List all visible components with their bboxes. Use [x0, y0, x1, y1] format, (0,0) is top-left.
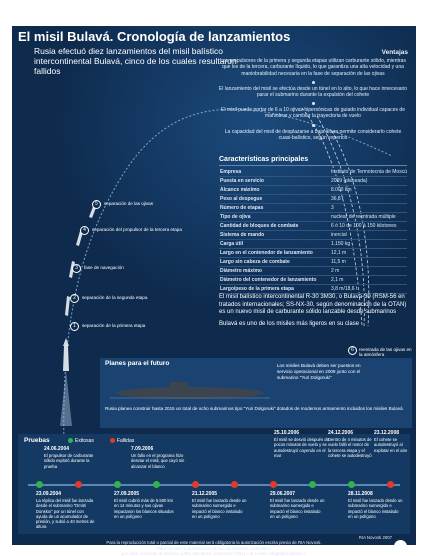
stage-label-reentrada: reentrada de las ojivas en la atmósfera	[359, 347, 412, 357]
table-row: Largo en el contenedor de lanzamiento 12,1 m	[219, 249, 407, 258]
stage-number-2: 2	[70, 294, 79, 303]
timeline-node-ok	[309, 481, 316, 488]
table-row: Puesta en servicio 2009 (planeada)	[219, 177, 407, 186]
event-bottom-2005-09: 27.09.2005 El misil cubrió más de 5.500 km en 14 minutos y sus ojivas impactaron los blancos situados en un polígono	[114, 491, 174, 519]
legend-fail-swatch	[110, 438, 115, 443]
event-top-2004-06: 24.06.2004 El propulsor de carburante sólido explotó durante la prueba	[44, 446, 94, 469]
table-row: Diámetro del contenedor de lanzamiento 2,1 m	[219, 276, 407, 285]
event-top-2006-09: 7.09.2006 Un fallo en el programa hizo desviar el misil, que cayó sin alcanzar el blanco	[131, 446, 185, 469]
legend-ok-swatch	[68, 438, 73, 443]
event-top-2006-10: 25.10.2006 El misil se desvió después de pocos minutos de vuelo y se autodestruyó cayendo en el mar	[274, 430, 329, 458]
stage-number-5: 5	[92, 200, 101, 209]
footer-agency: RIA Novosti 2007	[358, 535, 392, 540]
page-title: El misil Bulavá. Cronología de lanzamientos	[18, 29, 291, 44]
table-row: Largo sin cabeza de combate 11,5 m	[219, 258, 407, 267]
characteristics-table	[219, 156, 407, 294]
event-bottom-2008-11: 28.11.2008 El misil fue lanzado desde un submarino sumergido e impactó el blanco instalado en un polígono	[348, 491, 403, 519]
page-subtitle: Rusia efectuó diez lanzamientos del misil balístico intercontinental Bulavá, cinco de los cuales resultaron fallidos	[34, 46, 237, 76]
timeline-node-fail	[270, 481, 277, 488]
table-row: Número de etapas 3	[219, 204, 407, 213]
footer-line: por favor contactar al teléfono: (495) 981-56-01 (extensión 7251) o al e-mail: infographic@rian.ru	[121, 550, 307, 556]
ventajas-item: Los propulsores de la primera y segunda etapas utilizan carburante sólido, mientras que los de la tercera, carburante líquido, lo que garantiza una alta velocidad y una maniobrabilidad necesaria en la fase de separación de las ojivas	[220, 58, 406, 77]
table-row: Largo/peso de la primera etapa 3,8 m/18,6 t	[219, 285, 407, 294]
description-paragraph: El misil balístico intercontinental R-30 3M30, o Bulava-30 (RSM-56 en tratados internacionales; SS-NX-30, según denominación de la OTAN) es un nuevo misil de carburante sólido lanzable desde submarinos	[219, 294, 407, 315]
planes-text-bottom: Rusia planea construir hasta 2015 un total de ocho submarinos tipo "Yuri Dolgoruki" dotados de modernos armamento incluidos los misiles Bulavá	[105, 406, 403, 411]
ventajas-item: El lanzamiento del misil se efectúa desde un túnel en lo alto, lo que hace innecesario parar el submarino durante la expulsión del cohete	[218, 85, 408, 99]
stage-label-separacion-ojivas: separación de las ojivas	[104, 201, 154, 206]
ria-novosti-logo-icon	[394, 540, 407, 553]
table-row: Diámetro máximo 2 m	[219, 267, 407, 276]
timeline-node-ok	[36, 481, 43, 488]
timeline-node-fail	[231, 481, 238, 488]
planes-panel	[100, 358, 412, 428]
infographic	[12, 26, 416, 556]
legend-fail: Fallidas	[110, 438, 134, 444]
timeline-axis	[28, 484, 400, 486]
ventajas-title: Ventajas	[381, 49, 408, 56]
stage-number-3: 3	[72, 264, 81, 273]
event-bottom-2004-09: 23.09.2004 La réplica del misil fue lanzada desde el submarino "Dmitri Donskoi" por un túnel con ayuda de un acumulador de presión, y subió a 40 metros de altura	[36, 491, 95, 530]
timeline-node-ok	[114, 481, 121, 488]
stage-label-propulsor-tercera: separación del propulsor de la tercera etapa	[92, 227, 182, 232]
missile-description	[219, 294, 409, 332]
legend-ok: Exitosas	[68, 438, 94, 444]
ventajas-item: El misil puede portar de 6 a 10 ojivas hipersónicas de guiado individual capaces de maniobrar y cambiar la trayectoria de vuelo	[220, 107, 405, 120]
stage-label-segunda-etapa: separación de la segunda etapa	[82, 295, 148, 300]
stage-label-navegacion: fase de navegación	[84, 265, 124, 270]
description-paragraph: Bulavá es uno de los misiles más ligeros en su clase	[219, 320, 360, 327]
stage-label-primera-etapa: separación de la primera etapa	[82, 323, 146, 328]
event-bottom-2007-06: 29.06.2007 El misil fue lanzado desde un submarino sumergido e impactó el blanco instalado en un polígono	[270, 491, 325, 519]
ventajas-item: La capacidad del misil de desplazarse a baja altura permite considerarlo cohete cuasi-balístico, según expertos	[224, 128, 402, 141]
pruebas-title: Pruebas	[24, 437, 50, 444]
planes-text-right: Los misiles Bulavá deben ser puestos en servicio operacional en 2009 junto con el submarino "Yuri Dolgoruki"	[277, 363, 361, 380]
table-row: Sistema de mando inercial	[219, 231, 407, 240]
event-top-2006-12: 24.12.2006 Dentro de 4 minutos de vuelo falló el motor de la tercera etapa y el cohete se autodestruyó	[328, 430, 372, 458]
footer-credits	[18, 535, 410, 556]
timeline-node-ok	[348, 481, 355, 488]
footer-line: Para tramitar la autorización de uso de nuestros materiales,	[157, 545, 271, 551]
stage-number-4: 4	[80, 226, 89, 235]
table-row: Alcance máximo 8.000 km	[219, 186, 407, 195]
table-row: Carga útil 1.150 kg	[219, 240, 407, 249]
stage-number-6: 6	[348, 346, 357, 355]
pruebas-timeline	[18, 430, 410, 534]
table-row: Cantidad de bloques de combate 6 ó 10 de 100 á 150 kilotones	[219, 222, 407, 231]
stage-number-1: 1	[70, 322, 79, 331]
table-row: Tipo de ojiva nuclear de reentrada múltiple	[219, 213, 407, 222]
timeline-node-fail	[192, 481, 199, 488]
ventajas-panel	[218, 50, 408, 145]
table-row: Empresa Instituto de Termotecnia de Moscú	[220, 169, 407, 175]
submarine-icon	[110, 378, 270, 404]
planes-title: Planes para el futuro	[105, 360, 170, 367]
timeline-node-ok	[153, 481, 160, 488]
event-top-2008-12: 23.12.2008 El cohete se autodestruyó al explotar en el aire	[374, 430, 408, 453]
event-bottom-2005-12: 21.12.2005 El misil fue lanzado desde un submarino sumergido e impactó el blanco instalado en un polígono	[192, 491, 247, 519]
timeline-node-fail	[387, 481, 394, 488]
timeline-node-fail	[75, 481, 82, 488]
characteristics-title: Características principales	[219, 156, 407, 166]
table-row: Peso al despegue 36,8 t	[219, 195, 407, 204]
footer-line: Para la reproducción total o parcial de este material será obligatoria la autorización escrita previa de RIA Novosti.	[106, 540, 322, 546]
